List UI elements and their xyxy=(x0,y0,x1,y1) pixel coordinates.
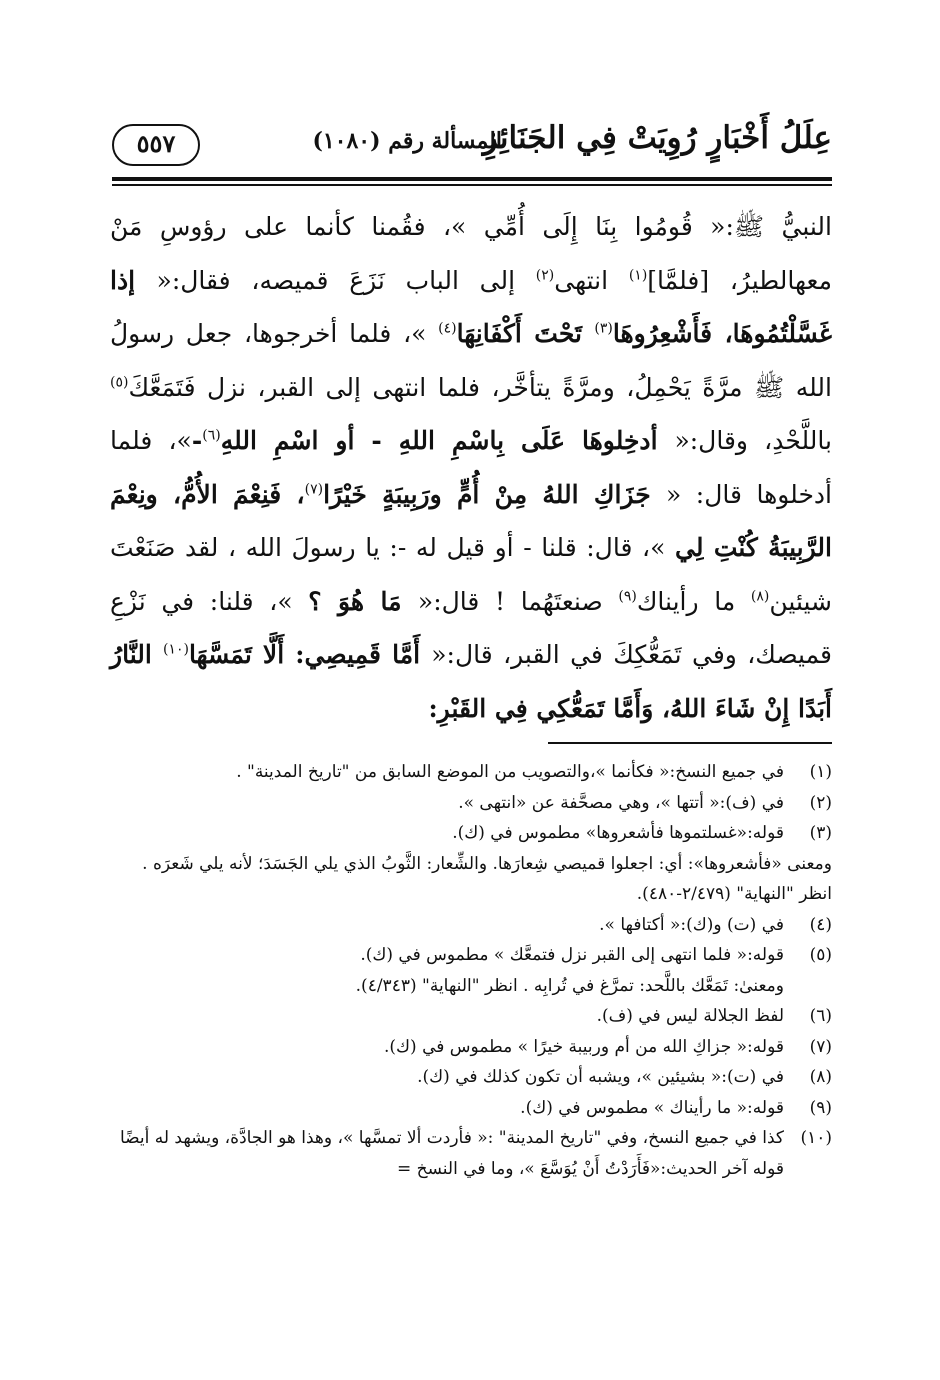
footnote-text: ومعنىٰ: تَمَعَّك باللَّحد: تمرَّغ في تُرابِه . انظر "النهاية" (٤/٣٤٣). xyxy=(355,975,784,996)
hadith-quote: أَمَّا قَمِيصِي: أَلَّا تَمَسَّهَا xyxy=(188,640,432,669)
footnote-item xyxy=(112,757,832,788)
footnote-ref: (٤) xyxy=(438,320,457,337)
footnote-number: (١) xyxy=(809,762,832,782)
footnote-continuation xyxy=(112,849,832,910)
footnote-ref: (١) xyxy=(628,267,648,284)
footnote-text: قوله:« فلما انتهى إلى القبر نزل فتمعَّك » مطموس في (ك). xyxy=(360,945,784,965)
footnote-text: قوله:« جزاكِ الله من أم وربيبة خيرًا » مطموس في (ك). xyxy=(384,1036,784,1057)
footnote-item xyxy=(112,1123,832,1184)
header-rule-thin xyxy=(112,184,832,186)
footnote-separator xyxy=(548,742,832,744)
footnote-number: (٦) xyxy=(809,1006,832,1026)
hadith-quote: إذا غَسَّلْتُمُوهَا، فَأَشْعِرُوهَا xyxy=(110,265,833,348)
book-title: عِلَلُ أَخْبَارٍ رُوِيَتْ فِي الجَنَائِزِ xyxy=(482,120,832,156)
footnote-ref: (٧) xyxy=(304,481,324,498)
footnote-number: (١٠) xyxy=(800,1128,832,1148)
page-number: ٥٥٧ xyxy=(112,124,200,166)
footnote-number: (٥) xyxy=(809,945,832,965)
page-header xyxy=(112,120,832,176)
footnote-item xyxy=(112,940,832,971)
footnote-item xyxy=(112,1032,832,1063)
footnote-number: (٩) xyxy=(809,1097,832,1118)
issue-number: المسألة رقم (١٠٨٠) xyxy=(312,128,502,154)
footnote-ref: (٩) xyxy=(618,588,637,605)
footnote-ref: (٢) xyxy=(535,267,555,284)
hadith-quote: أدخِلوهَا عَلَى بِاسْمِ اللهِ - أو اسْمِ اللهِ xyxy=(220,426,675,455)
footnote-text: ومعنى «فأشعروها»: أي: اجعلوا قميصي شِعارَها. والشِّعار: الثَّوبُ الذي يلي الجَسَدَ؛ لأنه يلي شَعرَه . انظر "النهاية" (٢/٤٧٩-٤٨٠). xyxy=(142,853,832,904)
header-rule-thick xyxy=(112,177,832,181)
footnote-item xyxy=(112,1093,832,1124)
footnote-number: (٢) xyxy=(809,792,832,813)
footnote-text: كذا في جميع النسخ، وفي "تاريخ المدينة" :« فأردت ألا تمسَّها »، وهذا هو الجادَّة، ويشهد له أيضًا قوله آخر الحديث:«فَأَرَدْتُ أَنْ يُوَسَّعَ »، وما في النسخ = xyxy=(119,1128,784,1179)
footnote-item xyxy=(112,971,832,1002)
footnote-item xyxy=(112,1001,832,1032)
footnote-text: قوله:« ما رأيناك » مطموس في (ك). xyxy=(520,1097,784,1118)
footnote-number: (٤) xyxy=(809,914,832,935)
footnote-text: قوله:«غسلتموها فأشعروها» مطموس في (ك). xyxy=(452,823,784,843)
hadith-quote: مَا هُوَ ؟ xyxy=(308,586,418,616)
main-text xyxy=(110,200,832,735)
footnote-ref: (٣) xyxy=(594,320,613,337)
footnote-item xyxy=(112,1062,832,1093)
footnote-ref: (٦) xyxy=(202,427,221,444)
footnotes xyxy=(112,757,832,1184)
footnote-text: في جميع النسخ:« فكأنما »،والتصويب من الموضع السابق من "تاريخ المدينة" . xyxy=(236,762,784,782)
hadith-quote: جَزَاكِ اللهُ مِنْ أُمٍّ ورَبِيبَةٍ خَيْرًا xyxy=(323,479,666,509)
footnote-ref: (١٠) xyxy=(162,641,189,658)
footnote-number: (٧) xyxy=(809,1036,832,1057)
footnote-text: في (ف):« أتتها »، وهي مصحَّفة عن «انتهى ». xyxy=(458,792,784,813)
footnote-text: في (ت) و(ك):« أكتافها ». xyxy=(599,914,784,935)
footnote-number: (٨) xyxy=(809,1067,832,1087)
footnote-text: لفظ الجلالة ليس في (ف). xyxy=(596,1006,784,1026)
footnote-item xyxy=(112,818,832,849)
footnote-item xyxy=(112,910,832,941)
main-paragraph: النبيُّ ﷺ:« قُومُوا بِنَا إِلَى أُمِّي »، فقُمنا كأنما على رؤوسِ مَنْ معهالطيرُ، [فلمَّا]$^{(١)}$ انتهى$^{(٢)}$ إلى الباب نَزَعَ قميصه، فقال:« إذا غَسَّلْتُمُوهَا، فَأَشْعِرُوهَا$^{(٣)}$ تَحْتَ أَكْفَانِهَا$^{(٤)}$ »، فلما أخرجوها، جعل رسولُ الله ﷺ مرَّةً يَحْمِلُ، ومرَّةً يتأخَّر، فلما انتهى إلى القبر، نزل فَتَمَعَّكَ$^{(٥)}$ باللَّحْدِ، وقال:« أدخِلوهَا عَلَى بِاسْمِ اللهِ - أو اسْمِ اللهِ$^{(٦)}$-»، فلما أدخلوها قال: « جَزَاكِ اللهُ مِنْ أُمٍّ ورَبِيبَةٍ خَيْرًا$^{(٧)}$، فَنِعْمَ الأُمُّ، ونِعْمَ الرَّبِيبَةُ كُنْتِ لِي »، قال: قلنا - أو قيل له -: يا رسولَ الله ، لقد صَنَعْتَ شيئين$^{(٨)}$ ما رأيناك$^{(٩)}$ صنعتَهُما ! قال:« مَا هُوَ ؟ »، قلنا: في نَزْعِ قميصك، وفي تَمَعُّكِكَ في القبر، قال:« أَمَّا قَمِيصِي: أَلَّا تَمَسَّهَا$^{(١٠)}$ النَّارُ أَبَدًا إِنْ شَاءَ اللهُ، وَأَمَّا تَمَعُّكِي فِي القَبْرِ: xyxy=(110,212,833,723)
footnote-item xyxy=(112,788,832,819)
footnote-ref: (٥) xyxy=(110,374,129,391)
footnote-text: في (ت):« بشيئين »، ويشبه أن تكون كذلك في (ك). xyxy=(417,1067,784,1087)
footnote-number: (٣) xyxy=(809,823,832,843)
footnote-ref: (٨) xyxy=(750,588,770,605)
